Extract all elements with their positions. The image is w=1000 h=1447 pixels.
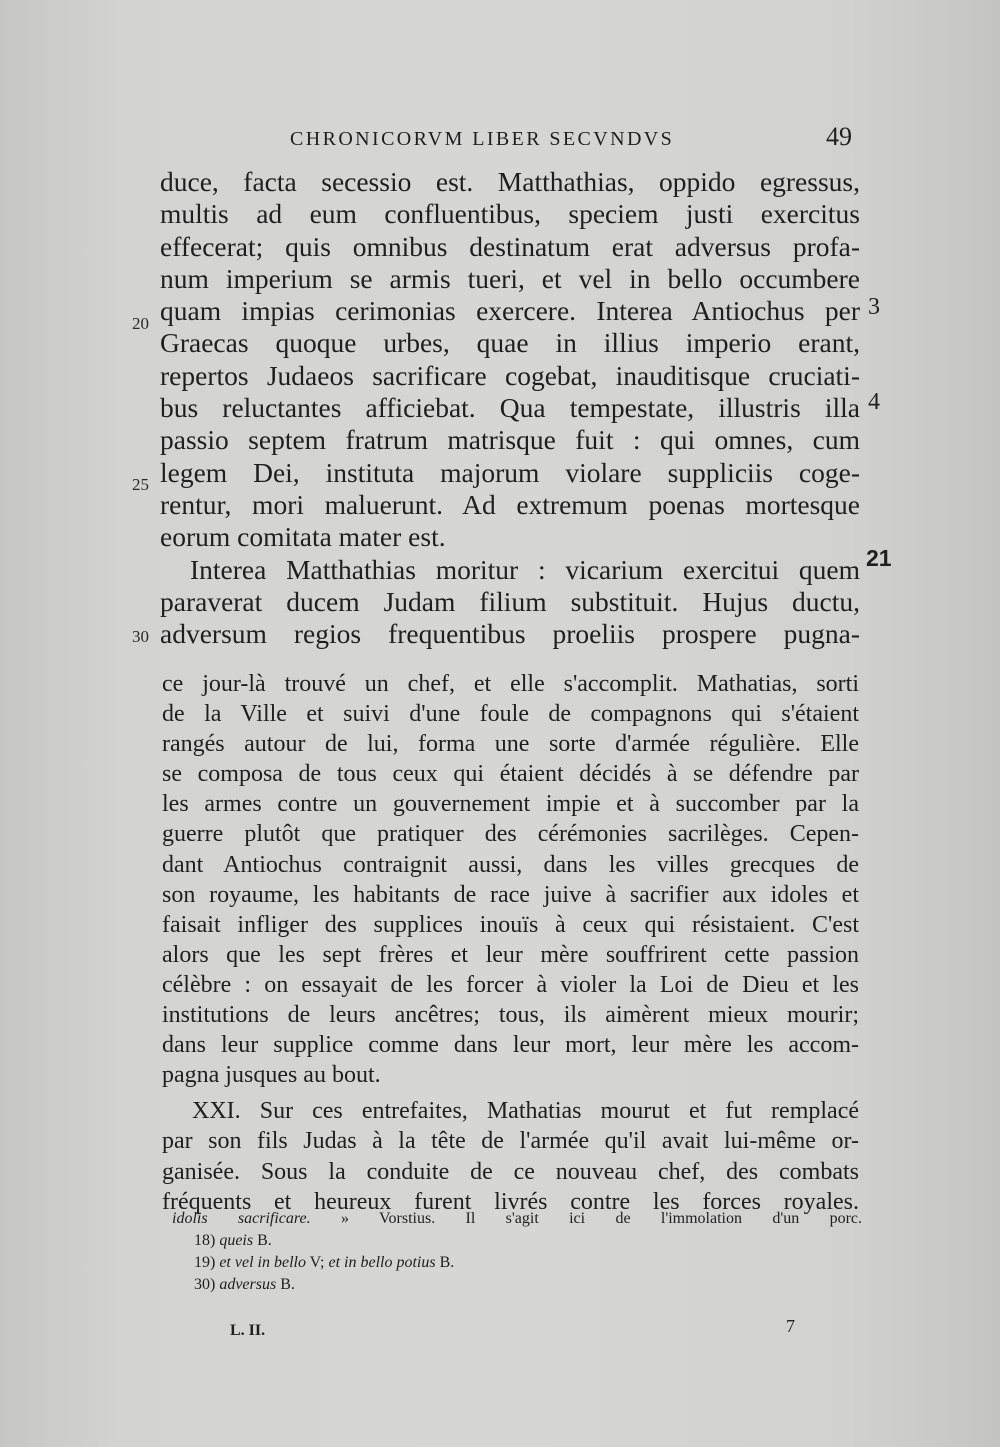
- latin-line: paraverat ducem Judam filium substituit. Hujus ductu,: [160, 585, 860, 617]
- french-line: XXI. Sur ces entrefaites, Mathatias mourut et fut remplacé: [192, 1098, 859, 1125]
- footnote-source: B.: [253, 1232, 272, 1249]
- footnote-number: 18): [194, 1232, 216, 1249]
- page-number: 49: [826, 122, 852, 151]
- french-line: institutions de leurs ancêtres; tous, ils aimèrent mieux mourir;: [162, 1002, 859, 1029]
- footnote-number: 30): [194, 1276, 216, 1293]
- line-number: 25: [132, 475, 149, 494]
- footnote-line: [172, 1208, 862, 1230]
- footnote-italic: adversus: [219, 1276, 277, 1293]
- footnote-italic: et vel in bello: [219, 1254, 306, 1271]
- latin-line: Interea Matthathias moritur : vicarium exercitui quem: [190, 553, 860, 585]
- footnote-number: 19): [194, 1254, 216, 1271]
- latin-line: legem Dei, instituta majorum violare suppliciis coge-: [160, 456, 860, 488]
- french-line: alors que les sept frères et leur mère souffrirent cette passion: [162, 941, 859, 968]
- latin-line: Graecas quoque urbes, quae in illius imperio erant,: [160, 327, 860, 359]
- footnote-source: B.: [276, 1276, 295, 1293]
- footnote-line: [172, 1230, 862, 1252]
- line-number: 30: [132, 627, 149, 646]
- latin-line: rentur, mori maluerunt. Ad extremum poenas mortesque: [160, 488, 860, 520]
- french-line: ce jour-là trouvé un chef, et elle s'accomplit. Mathatias, sorti: [162, 671, 859, 697]
- running-title: CHRONICORVM LIBER SECVNDVS: [290, 128, 675, 150]
- french-line: rangés autour de lui, forma une sorte d'armée régulière. Elle: [162, 731, 859, 758]
- french-line: de la Ville et suivi d'une foule de compagnons qui s'étaient: [162, 701, 859, 728]
- latin-line: passio septem fratrum matrisque fuit : qui omnes, cum: [160, 424, 860, 456]
- latin-line: duce, facta secessio est. Matthathias, oppido egressus,: [160, 166, 860, 197]
- french-line: faisait infliger des supplices inouïs à ceux qui résistaient. C'est: [162, 911, 859, 938]
- latin-line: effecerat; quis omnibus destinatum erat adversus profa-: [160, 230, 860, 262]
- line-number: 20: [132, 314, 149, 333]
- french-translation-block: [162, 669, 859, 1217]
- section-number: 3: [868, 294, 880, 320]
- french-line: fréquents et heureux furent livrés contre les forces royales.: [162, 1188, 859, 1215]
- sheet-number: 7: [786, 1316, 795, 1336]
- french-line: son royaume, les habitants de race juive à sacrifier aux idoles et: [162, 881, 859, 908]
- french-line: dant Antiochus contraignit aussi, dans les villes grecques de: [162, 851, 859, 878]
- french-line: par son fils Judas à la tête de l'armée qu'il avait lui-même or-: [162, 1128, 859, 1155]
- french-line: ganisée. Sous la conduite de ce nouveau chef, des combats: [162, 1158, 859, 1185]
- section-number: 21: [866, 545, 892, 571]
- french-line: guerre plutôt que pratiquer des cérémonies sacrilèges. Cepen-: [162, 821, 859, 848]
- page-footer: [0, 1316, 1000, 1346]
- page-header: [0, 118, 1000, 158]
- footnote-italic: idolis sacrificare.: [172, 1210, 311, 1227]
- footnote-italic: queis: [219, 1232, 254, 1249]
- latin-line: multis ad eum confluentibus, speciem justi exercitus: [160, 198, 860, 230]
- footnote-source: V;: [305, 1254, 329, 1271]
- latin-line: quam impias cerimonias exercere. Interea Antiochus per: [160, 295, 860, 327]
- french-line: pagna jusques au bout.: [162, 1062, 381, 1089]
- latin-line: repertos Judaeos sacrificare cogebat, inauditisque cruciati-: [160, 359, 860, 391]
- footnotes: [172, 1208, 862, 1296]
- latin-line: bus reluctantes afficiebat. Qua tempestate, illustris illa: [160, 392, 860, 424]
- latin-line: adversum regios frequentibus proeliis prospere pugna-: [160, 618, 860, 650]
- footnote-source: B.: [435, 1254, 455, 1271]
- printer-signature: L. II.: [230, 1322, 266, 1339]
- french-line: dans leur supplice comme dans leur mort, leur mère les accom-: [162, 1032, 859, 1059]
- footnote-line: [172, 1252, 862, 1274]
- french-line: célèbre : on essayait de les forcer à violer la Loi de Dieu et les: [162, 971, 859, 998]
- latin-line: num imperium se armis tueri, et vel in bello occumbere: [160, 262, 860, 294]
- section-number: 4: [868, 389, 880, 415]
- latin-text-block: [160, 166, 860, 650]
- french-line: se composa de tous ceux qui étaient décidés à se défendre par: [162, 761, 859, 788]
- footnote-italic: et in bello potius: [328, 1254, 436, 1271]
- footnote-text: » Vorstius. Il s'agit ici de l'immolation d'un porc.: [310, 1210, 862, 1227]
- latin-line: eorum comitata mater est.: [160, 521, 446, 553]
- french-line: les armes contre un gouvernement impie et à succomber par la: [162, 791, 859, 818]
- footnote-line: [172, 1274, 862, 1296]
